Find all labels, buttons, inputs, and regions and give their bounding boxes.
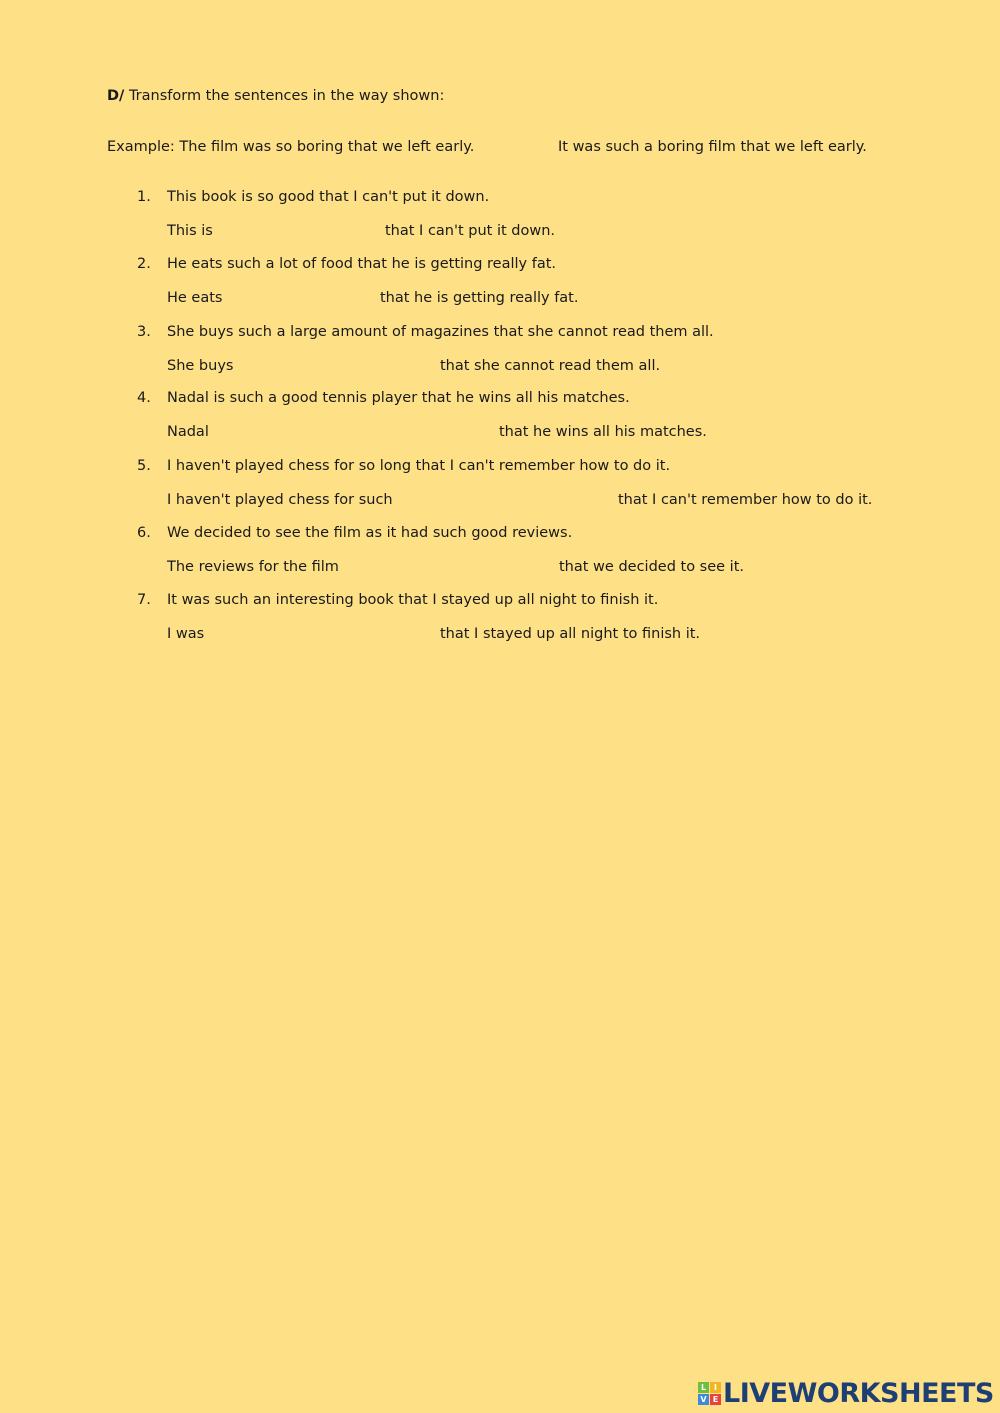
item-number: 5. [137,458,151,474]
example-answer: It was such a boring film that we left early. [558,139,867,155]
item-number: 2. [137,256,151,272]
item-prefix: He eats [167,290,223,306]
item-prefix: This is [167,223,213,239]
answer-input[interactable] [213,623,434,645]
item-suffix: that we decided to see it. [559,559,745,575]
answer-input[interactable] [353,556,553,578]
item-number: 6. [137,525,151,541]
section-label: D/ [107,88,125,104]
item-number: 7. [137,592,151,608]
item-sentence: This book is so good that I can't put it down. [167,189,490,205]
item-sentence: She buys such a large amount of magazines that she cannot read them all. [167,324,714,340]
item-suffix: that I can't put it down. [385,223,556,239]
item-suffix: that he wins all his matches. [499,424,707,440]
answer-input[interactable] [403,489,612,511]
instruction-text: Transform the sentences in the way shown: [128,88,445,104]
item-prefix: I was [167,626,205,642]
item-suffix: that I stayed up all night to finish it. [440,626,701,642]
item-number: 1. [137,189,151,205]
item-sentence: It was such an interesting book that I stayed up all night to finish it. [167,592,659,608]
item-number: 3. [137,324,151,340]
item-sentence: We decided to see the film as it had such good reviews. [167,525,573,541]
item-sentence: Nadal is such a good tennis player that he wins all his matches. [167,390,630,406]
item-prefix: She buys [167,358,234,374]
answer-input[interactable] [223,220,379,242]
liveworksheets-logo [698,1378,994,1409]
item-suffix: that she cannot read them all. [440,358,661,374]
item-suffix: that he is getting really fat. [380,290,579,306]
example-original: Example: The film was so boring that we left early. [107,139,475,155]
item-sentence: He eats such a lot of food that he is getting really fat. [167,256,557,272]
logo-text: LIVEWORKSHEETS [723,1378,994,1409]
item-prefix: Nadal [167,424,209,440]
answer-input[interactable] [233,287,374,309]
item-number: 4. [137,390,151,406]
instruction-line [107,86,444,106]
item-prefix: I haven't played chess for such [167,492,393,508]
item-prefix: The reviews for the film [167,559,339,575]
answer-input[interactable] [223,421,493,443]
answer-input[interactable] [243,355,434,377]
live-squares-icon: L I V E [698,1382,721,1405]
item-sentence: I haven't played chess for so long that I can't remember how to do it. [167,458,671,474]
item-suffix: that I can't remember how to do it. [618,492,873,508]
